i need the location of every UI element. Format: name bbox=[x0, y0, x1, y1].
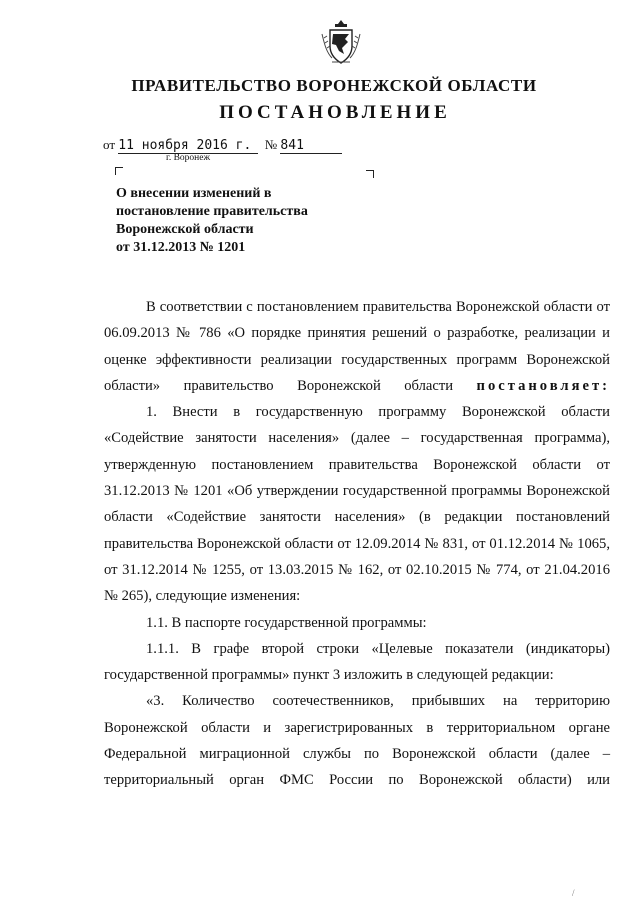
item-1-1-paragraph: 1.1. В паспорте государственной программы: bbox=[146, 614, 427, 631]
item-1-paragraph: 1. Внести в государственную программу Воронежской области «Содействие занятости населения» (далее – государственная программа), утвержденную постановлением правительства Воронежской области от 31.12.2013 № 1201 «Об утверждении государственной программы Воронежской области «Содействие занятости населения» (в редакции постановлений правительства Воронежской области от 12.09.2014 № 831, от 01.12.2014 № 1065, от 31.12.2014 № 1255, от 13.03.2015 № 162, от 02.10.2015 № 774, от 21.04.2016 № 265), следующие изменения: bbox=[104, 404, 610, 605]
subject-line: постановление правительства bbox=[116, 204, 308, 219]
date-value: 11 ноября 2016 г. bbox=[118, 138, 258, 154]
document-type-title: ПОСТАНОВЛЕНИЕ bbox=[219, 102, 451, 123]
subject-line: Воронежской области bbox=[116, 222, 254, 237]
scan-mark: / bbox=[572, 888, 575, 898]
document-body bbox=[104, 294, 610, 794]
resolves-word: постановляет: bbox=[476, 377, 610, 394]
organization-title: ПРАВИТЕЛЬСТВО ВОРОНЕЖСКОЙ ОБЛАСТИ bbox=[131, 76, 537, 95]
item-1-1-1-paragraph: 1.1.1. В графе второй строки «Целевые показатели (индикаторы) государственной программы» пункт 3 изложить в следующей редакции: bbox=[104, 640, 610, 684]
intro-paragraph: В соответствии с постановлением правительства Воронежской области от 06.09.2013 № 786 «О порядке принятия решений о разработке, реализации и оценке эффективности реализации государственных программ Воронежской области» правительство Воронежской области постановляет: bbox=[104, 299, 610, 394]
document-number: 841 bbox=[280, 138, 342, 154]
subject-line: от 31.12.2013 № 1201 bbox=[116, 240, 246, 255]
number-label: № bbox=[264, 137, 278, 152]
subject-block bbox=[116, 185, 376, 257]
item-3-paragraph: «3. Количество соотечественников, прибывших на территорию Воронежской области и зарегистрированных в территориальном органе Федеральной миграционной службы по Воронежской области (далее – территориальный орган ФМС России по Воронежской области) или bbox=[104, 693, 610, 789]
date-number-line bbox=[103, 137, 342, 154]
from-label: от bbox=[103, 137, 116, 152]
subject-line: О внесении изменений в bbox=[116, 186, 272, 201]
coat-of-arms-emblem bbox=[318, 16, 364, 68]
city-label: г. Воронеж bbox=[166, 153, 211, 163]
corner-mark-right bbox=[366, 170, 374, 178]
corner-mark-left bbox=[115, 167, 123, 175]
